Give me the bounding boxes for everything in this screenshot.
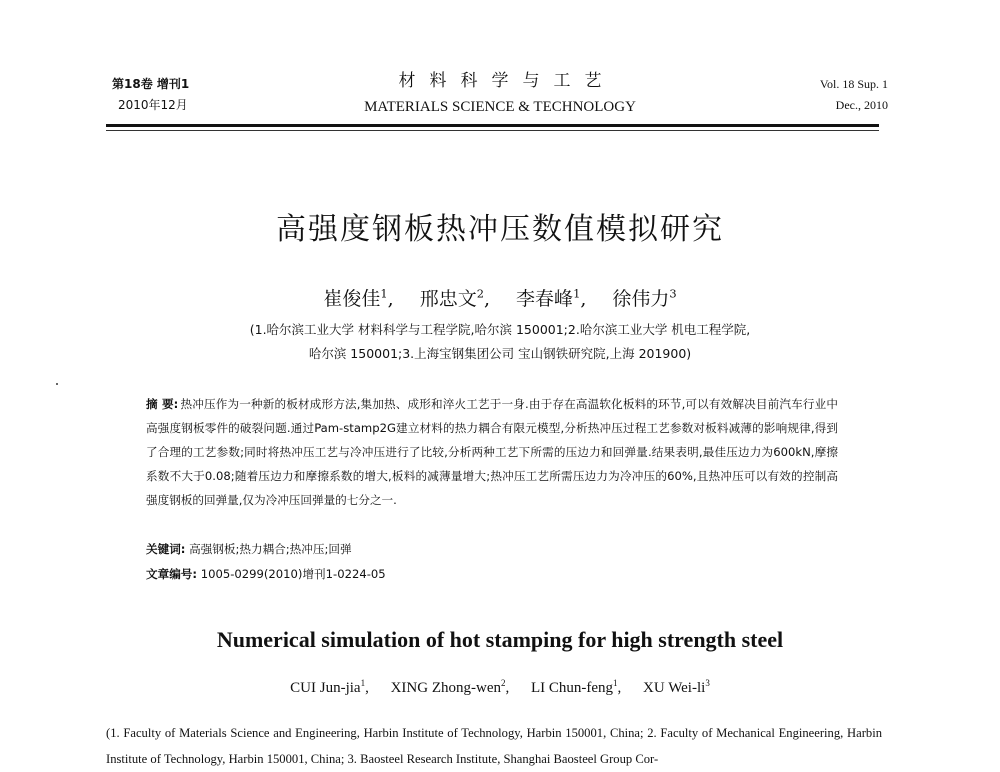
date-en: Dec., 2010 [835,98,888,112]
abstract-cn [146,392,838,512]
journal-name-en: MATERIALS SCIENCE & TECHNOLOGY [364,99,636,115]
header-rule-thick [106,124,879,127]
author-cn: 徐伟力$^3$ [612,286,677,310]
volume-cn: 第18卷 增刊1 [112,77,190,91]
date-cn: 2010年12月 [118,98,188,112]
author-en: CUI Jun-jia$^1$, [290,678,369,696]
article-number-label: 文章编号: [146,567,198,581]
author-list-cn [0,286,1000,312]
article-number-text: 1005-0299(2010)增刊1-0224-05 [200,567,386,581]
keywords-label: 关键词: [146,542,186,556]
author-en: XING Zhong-wen$^2$, [390,678,510,696]
abstract-text: 热冲压作为一种新的板材成形方法,集加热、成形和淬火工艺于一身.由于存在高温软化板料的环节,可以有效解决目前汽车行业中高强度钢板零件的破裂问题.通过Pam-stamp2G建立材料的热力耦合有限元模型,分析热冲压过程工艺参数对板料减薄的影响规律,得到了合理的工艺参数;同时将热冲压工艺与冷冲压进行了比较,分析两种工艺下所需的压边力和回弹量.结果表明,最佳压边力为600kN,摩擦系数不大于0.08;随着压边力和摩擦系数的增大,板料的减薄量增大;热冲压工艺所需压边力为冷冲压的60%,且热冲压可以有效的控制高强度钢板的回弹量,仅为冷冲压回弹量的七分之一. [146,397,838,507]
keywords-cn [146,537,838,561]
affiliation-cn-line1: (1.哈尔滨工业大学 材料科学与工程学院,哈尔滨 150001;2.哈尔滨工业大学 机电工程学院, [249,322,751,337]
author-cn: 邢忠文$^2$, [419,286,490,310]
affiliation-cn [0,318,1000,366]
author-en: XU Wei-$li^3$ [643,678,710,696]
paper-title-en: Numerical simulation of hot stamping for high strength steel [216,627,784,652]
article-number [146,562,838,586]
journal-name-cn: 材料科学与工艺 [398,71,616,91]
affiliation-en: (1. Faculty of Materials Science and Engineering, Harbin Institute of Technology, Harbin 150001, China; 2. Faculty of Mechanical Engineering, Harbin Institute of Technology, Harbin 150001, China; 3. Baosteel Research Institute, Shanghai Baosteel Group Cor- [106,726,882,766]
header-volume-en [820,74,888,116]
author-cn: 李春峰$^1$, [516,286,587,310]
author-list-en [0,676,1000,700]
margin-speck [56,383,58,385]
author-cn: 崔俊佳$^1$, [323,286,394,310]
abstract-label: 摘 要: [146,397,179,411]
keywords-text: 高强钢板;热力耦合;热冲压;回弹 [189,542,352,556]
affiliation-cn-line2: 哈尔滨 150001;3.上海宝钢集团公司 宝山钢铁研究院,上海 201900) [308,346,692,361]
header-rule-thin [106,130,879,131]
author-en: LI Chun-feng$^1$, [530,678,622,696]
volume-en: Vol. 18 Sup. 1 [819,77,888,91]
paper-title-cn: 高强度钢板热冲压数值模拟研究 [276,212,724,247]
